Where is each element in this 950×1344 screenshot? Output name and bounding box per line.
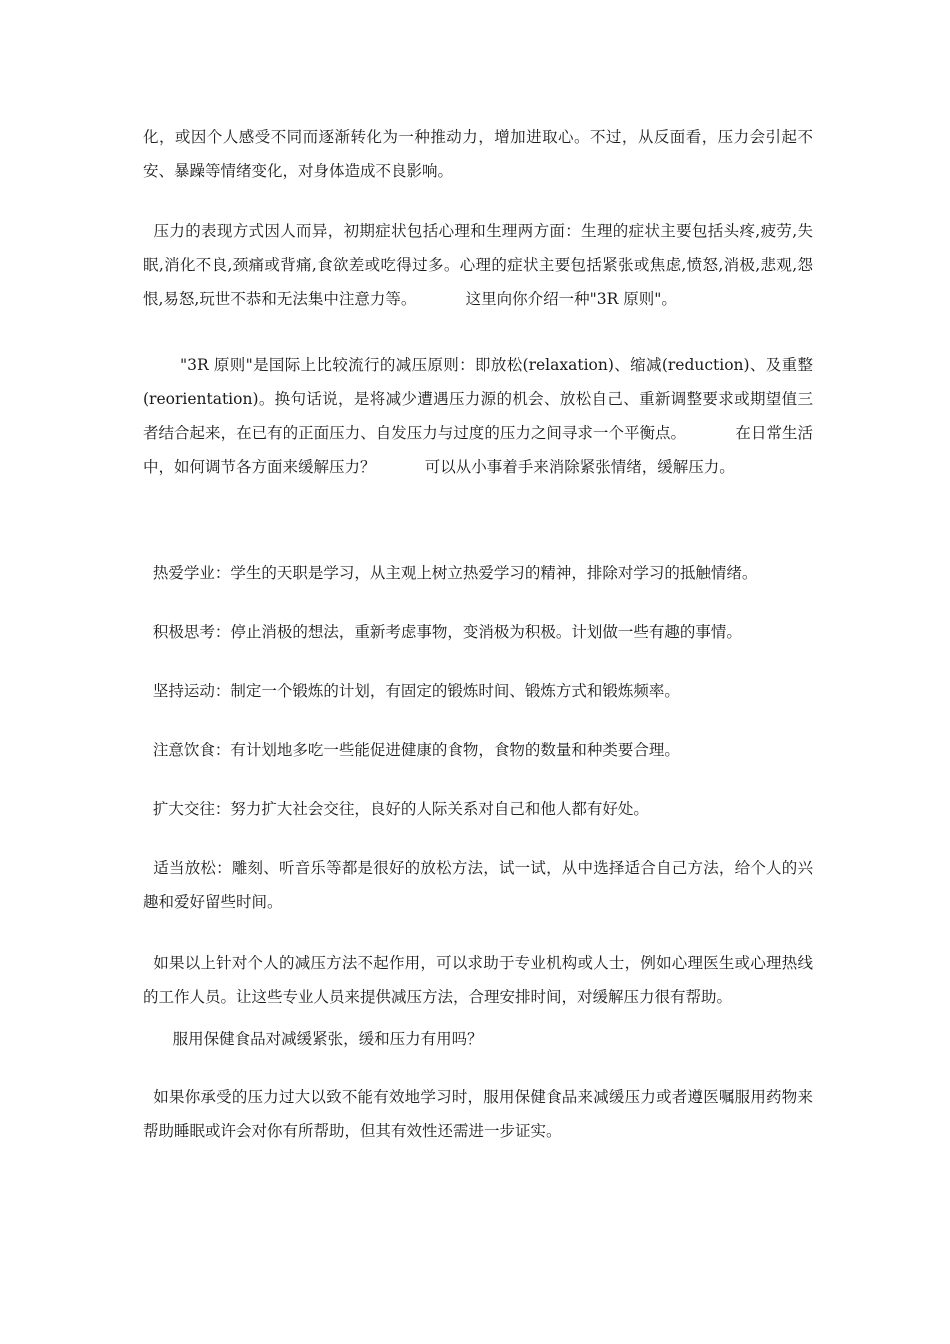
paragraph-social: 扩大交往：努力扩大社会交往，良好的人际关系对自己和他人都有好处。 bbox=[143, 800, 649, 818]
paragraph-professional-help: 如果以上针对个人的减压方法不起作用，可以求助于专业机构或人士，例如心理医生或心理热线的工作人员。让这些专业人员来提供减压方法，合理安排时间，对缓解压力很有帮助。 bbox=[143, 954, 813, 1006]
paragraph-pressure-effects: 化，或因个人感受不同而逐渐转化为一种推动力，增加进取心。不过，从反面看，压力会引起不安、暴躁等情绪变化，对身体造成不良影响。 bbox=[143, 128, 813, 180]
paragraph-diet: 注意饮食：有计划地多吃一些能促进健康的食物，食物的数量和种类要合理。 bbox=[143, 741, 680, 759]
paragraph-exercise: 坚持运动：制定一个锻炼的计划，有固定的锻炼时间、锻炼方式和锻炼频率。 bbox=[143, 682, 680, 700]
paragraph-relax: 适当放松：雕刻、听音乐等都是很好的放松方法，试一试，从中选择适合自己方法，给个人的兴趣和爱好留些时间。 bbox=[143, 859, 813, 911]
paragraph-positive-thinking: 积极思考：停止消极的想法，重新考虑事物，变消极为积极。计划做一些有趣的事情。 bbox=[143, 623, 742, 641]
paragraph-love-study: 热爱学业：学生的天职是学习，从主观上树立热爱学习的精神，排除对学习的抵触情绪。 bbox=[143, 564, 758, 582]
paragraph-health-food-answer: 如果你承受的压力过大以致不能有效地学习时，服用保健食品来减缓压力或者遵医嘱服用药物来帮助睡眠或许会对你有所帮助，但其有效性还需进一步证实。 bbox=[143, 1088, 813, 1140]
paragraph-3r-principle: "3R 原则"是国际上比较流行的减压原则：即放松(relaxation)、缩减(reduction)、及重整(reorientation)。换句话说，是将减少遭遇压力源的机会、放松自己、重新调整要求或期望值三者结合起来，在已有的正面压力、自发压力与过度的压力之间寻求一个平衡点。 在日常生活中，如何调节各方面来缓解压力？ 可以从小事着手来消除紧张情绪，缓解压力。 bbox=[143, 356, 813, 476]
paragraph-pressure-symptoms: 压力的表现方式因人而异，初期症状包括心理和生理两方面：生理的症状主要包括头疼,疲劳,失眠,消化不良,颈痛或背痛,食欲差或吃得过多。心理的症状主要包括紧张或焦虑,愤怒,消极,悲观,怨恨,易怒,玩世不恭和无法集中注意力等。 这里向你介绍一种"3R 原则"。 bbox=[143, 222, 813, 308]
paragraph-health-food-question: 服用保健食品对减缓紧张，缓和压力有用吗？ bbox=[143, 1030, 483, 1048]
